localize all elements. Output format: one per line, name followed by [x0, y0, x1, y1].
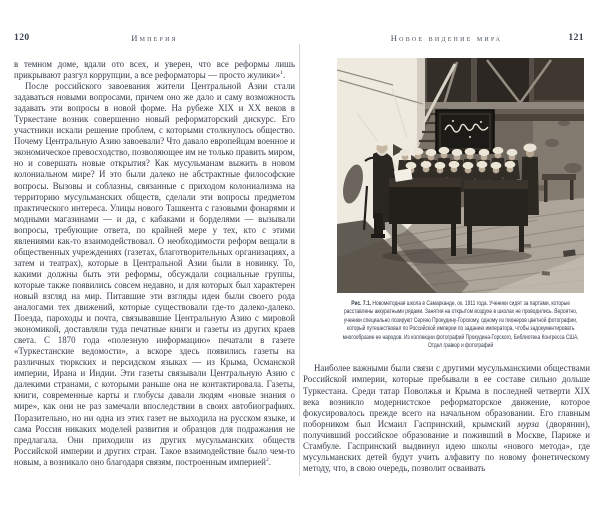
figure-caption-credit: Из коллекции фотографий Прокудина-Горского, Библиотека Конгресса США, Отдел гравюр и фотографий	[404, 333, 579, 350]
right-page-header	[303, 33, 590, 46]
figure-caption	[337, 300, 584, 350]
left-page	[14, 33, 295, 468]
paragraph-text: .	[282, 70, 286, 81]
figure-school-photo	[337, 58, 584, 350]
left-page-body	[14, 59, 295, 468]
footnote-marker-2: 2	[265, 456, 269, 463]
page-number-right: 121	[568, 32, 584, 43]
paragraph-text: (дворянин), получивший российское образование и поживший в Москве, Париже и Стамбуле. Гаспринский выдвинул идею школы «нового метода», где мусульманских детей будут учить алфавиту по новому фонетическому методу, что, в свою очередь, позволит осваивать	[303, 418, 590, 473]
paragraph-text: Наиболее важными были связи с другими мусульманскими обществами Российской империи, которые пребывали в ее составе сильно дольше Туркестана. Среди татар Поволжья и Крыма в последней четверти XIX века возникло модернистское реформаторское движение, которое фокусировалось прежде всего на начальном образовании. Его главным поборником был Исмаил Гаспринский, крымский	[303, 363, 590, 429]
school-photograph	[337, 58, 584, 293]
running-head-left: Империя	[131, 33, 178, 43]
figure-caption-body: Новометодная школа в Самарканде, ок. 1911 года. Ученики сидят за партами, которые расставлены аккуратными рядами. Занятия на открытом воздухе в школах не проводились. Вероятно, ученики специально позируют Сергею Прокудину-Горскому, одному из пионеров цветной фотографии, который путешествовал по Российской империи по заданию императора, чтобы задокументировать многообразие ее народов.	[342, 300, 578, 341]
paragraph-text: После российского завоевания жители Центральной Азии стали задаваться новыми вопросами, причем оно же дало и саму возможность задавать эти вопросы в новой форме. На рубеже XIX и XX веков в Туркестане возник совершенно новый реформаторский дискурс. Его участники искали решение проблем, с которыми столкнулось общество. Почему Центральную Азию завоевали? Что давало европейцам военное и экономическое превосходство, позволяющее им не только править миром, но и совершать новые открытия? Как мусульманам выжить в новом колониальном мире? И это были далеко не абстрактные философские вопросы. Вызовы и соблазны, связанные с приходом колониализма на территорию мусульманских обществ, сделали эти вопросы предметом практического интереса. Улицы нового Ташкента с газовыми фонарями и модными магазинами — и да, с кабаками и борделями — вызывали вопросы, требующие ответа, по крайней мере у тех, кто с этими явлениями как-то взаимодействовал. О необходимости реформ вещали в общественных учреждениях (газетах, благотворительных организациях, а затем и театрах), которые в Центральной Азии были в новинку. То, какими должны быть эти реформы, обсуждали социальные группы, которые также появились совсем недавно, и для которых был характерен новый взгляд на мир. Питавшие эти взгляды идеи были своего рода аналогами тех движений, которые существовали где-то далеко-далеко. Поезда, пароходы и почта, связывавшие Центральную Азию с мировой экономикой, доставляли туда печатные книги и газеты из других краев света. С 1870 года «полезную информацию» печатали в газете «Туркестанские ведомости», а вскоре здесь появились газеты на различных тюркских и персидском языках — из Крыма, Османской империи, Ирана и Индии. Эти газеты связывали Центральную Азию с далекими странами, с которыми раньше она не контактировала. Газеты, книги, современные карты и глобусы давали людям «новые знания о мире», как они не раз замечали впоследствии в своих автобиографиях. Поразительно, но ни одна из этих газет не выходила на русском языке, и сама Россия никаких моделей развития и образцов для подражания не предлагала. Они приходили из других мусульманских обществ Российской империи и других стран. Такое взаимодействие было чем-то новым, а возникало оно благодаря связям, построенным империей	[14, 81, 295, 467]
figure-caption-text-block	[337, 300, 584, 350]
italic-term: мурза	[517, 418, 540, 429]
paragraph-text: в темном доме, вдали ото всех, и уверен, что все реформы лишь прикрывают разгул коррупции, а все реформаторы — просто жулики»	[14, 59, 295, 81]
footnote-marker-1: 1	[280, 70, 283, 77]
right-page	[303, 33, 590, 474]
running-head-right: Новое видение мира	[390, 33, 503, 43]
paragraph-main	[303, 363, 590, 473]
figure-caption-label: Рис. 7.1.	[351, 300, 372, 307]
paragraph-text: .	[268, 456, 271, 467]
page-gutter-divider	[299, 44, 300, 476]
paragraph-main	[14, 81, 295, 468]
paragraph-continuation	[14, 59, 295, 81]
photo-signboard	[436, 110, 494, 153]
page-number-left: 120	[14, 32, 30, 43]
left-page-header	[14, 33, 295, 46]
right-page-body	[303, 363, 590, 473]
